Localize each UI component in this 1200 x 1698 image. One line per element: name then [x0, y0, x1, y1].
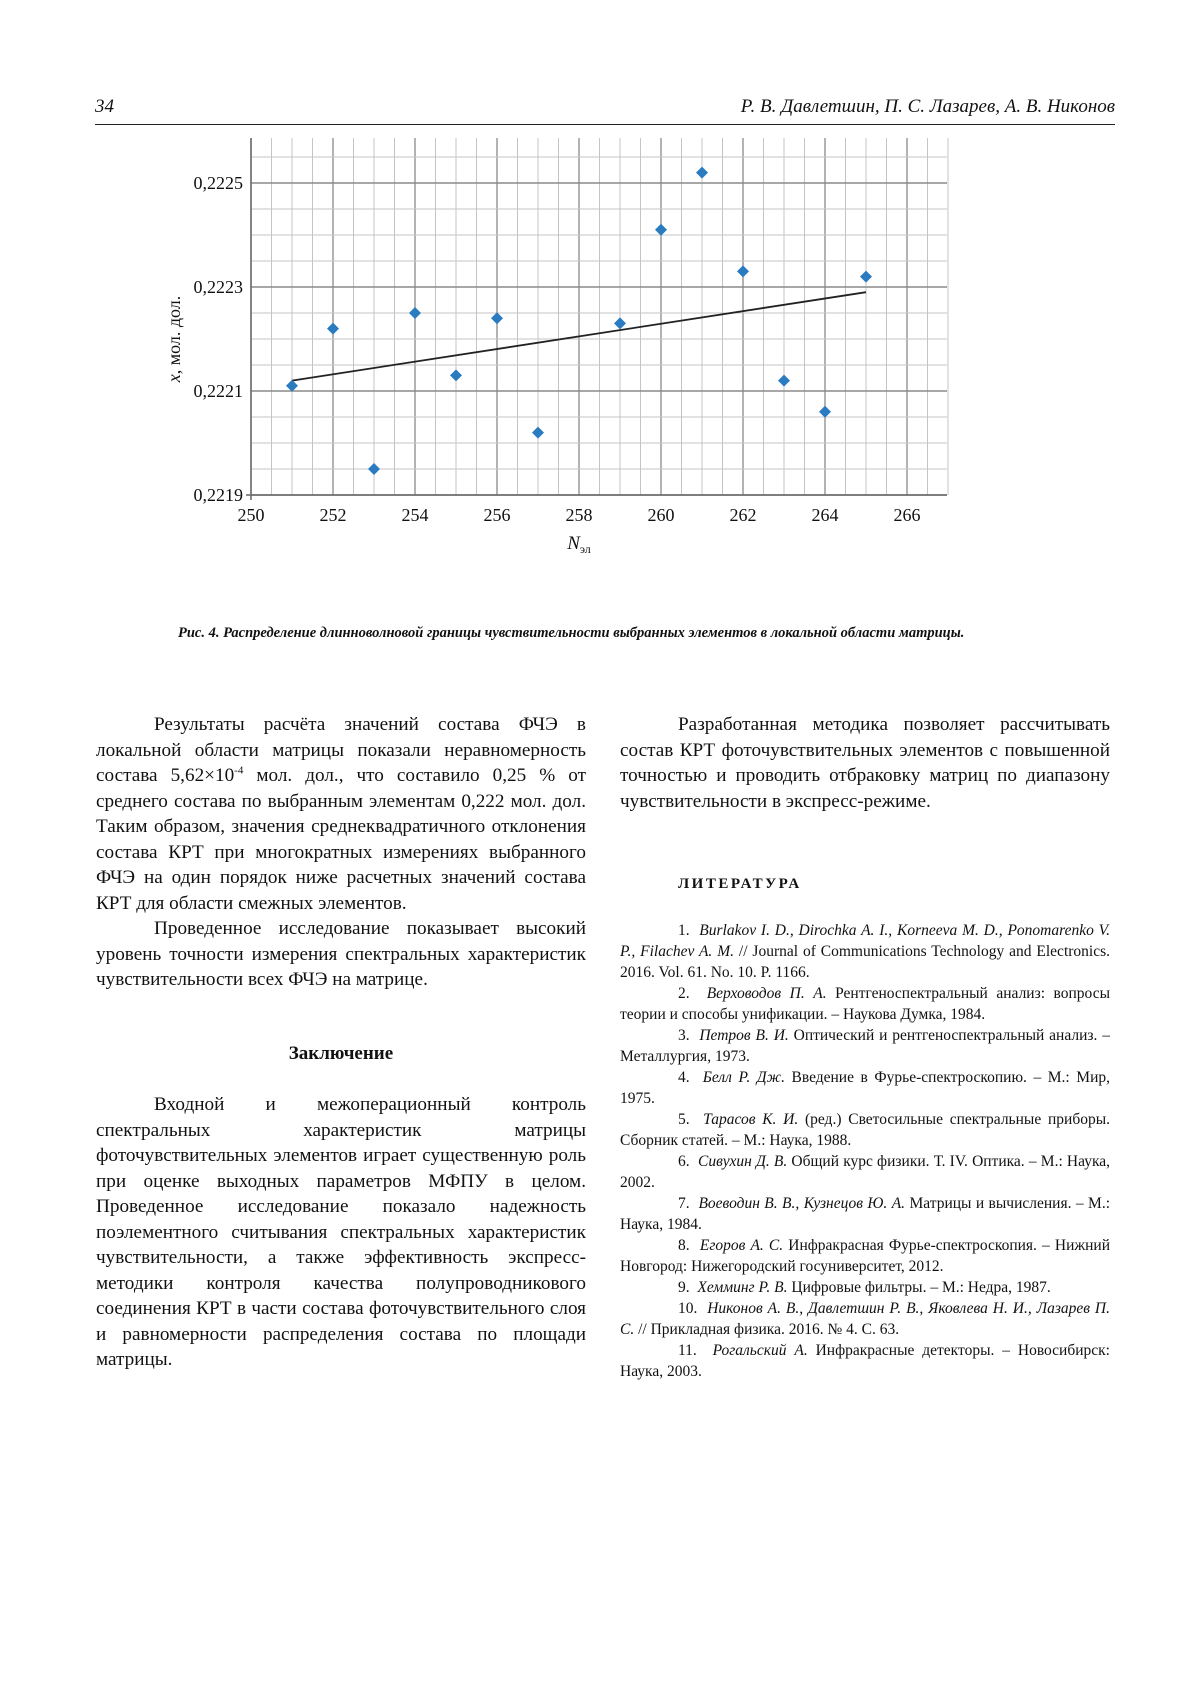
- section-title-conclusion: Заключение: [288, 1042, 394, 1064]
- page-number: 34: [95, 96, 114, 117]
- data-point-marker: [778, 375, 790, 387]
- x-tick-label: 260: [647, 505, 675, 525]
- data-point-marker: [655, 224, 667, 236]
- running-header-authors: Р. В. Давлетшин, П. С. Лазарев, А. В. Никонов: [740, 96, 1115, 117]
- references-list: [620, 920, 1110, 1382]
- y-axis-label: x, мол. дол.: [164, 295, 184, 383]
- x-tick-label: 254: [401, 505, 429, 525]
- data-point-marker: [737, 265, 749, 277]
- data-point-marker: [286, 380, 298, 392]
- x-tick-label: 252: [319, 505, 347, 525]
- reference-item: 3. Петров В. И. Оптический и рентгеноспектральный анализ. – Металлургия, 1973.: [620, 1026, 1111, 1065]
- data-point-marker: [450, 369, 462, 381]
- scatter-chart: [150, 138, 1050, 608]
- x-tick-label: 250: [237, 505, 265, 525]
- right-column: [620, 712, 1110, 1382]
- x-axis-label: $N_{эл}$: [567, 533, 591, 556]
- data-point-marker: [532, 427, 544, 439]
- figure-4: [150, 138, 1050, 608]
- data-point-marker: [491, 312, 503, 324]
- y-tick-label: 0,2225: [193, 173, 243, 193]
- data-point-marker: [614, 317, 626, 329]
- figure-caption: Рис. 4. Распределение длинноволновой границы чувствительности выбранных элементов в локальной области матрицы.: [178, 625, 965, 641]
- reference-item: 8. Егоров А. С. Инфракрасная Фурье-спектроскопия. – Нижний Новгород: Нижегородский госуниверситет, 2012.: [620, 1236, 1110, 1275]
- data-point-marker: [327, 323, 339, 335]
- reference-item: 1. Burlakov I. D., Dirochka A. I., Korneeva M. D., Ponomarenko V. P., Filachev A. M. // Journal of Communications Technology and Electronics. 2016. Vol. 61. No. 10. P. 1166.: [620, 921, 1111, 981]
- data-point-marker: [368, 463, 380, 475]
- reference-item: 9. Хемминг Р. В. Цифровые фильтры. – М.: Недра, 1987.: [678, 1278, 1051, 1296]
- paragraph-study: Проведенное исследование показывает высокий уровень точности измерения спектральных характеристик чувствительности всех ФЧЭ на матрице.: [96, 918, 586, 990]
- x-tick-label: 266: [893, 505, 921, 525]
- reference-item: 5. Тарасов К. И. (ред.) Светосильные спектральные приборы. Сборник статей. – М.: Наука, 1988.: [620, 1110, 1110, 1149]
- data-point-marker: [819, 406, 831, 418]
- y-tick-label: 0,2223: [193, 277, 243, 297]
- x-tick-label: 258: [565, 505, 593, 525]
- y-tick-label: 0,2221: [193, 381, 243, 401]
- paragraph-results: Результаты расчёта значений состава ФЧЭ в локальной области матрицы показали неравномерность состава $5,62\times 10^{-4}$ мол. дол., что составило 0,25 % от среднего состава по выбранным элементам 0,222 мол. дол. Таким образом, значения среднеквадратичного отклонения состава КРТ при многократных измерениях выбранного ФЧЭ на один порядок ниже расчетных значений состава КРТ для области смежных элементов.: [96, 714, 586, 914]
- references-title: ЛИТЕРАТУРА: [678, 876, 802, 892]
- reference-item: 4. Белл Р. Дж. Введение в Фурье-спектроскопию. – М.: Мир, 1975.: [620, 1068, 1110, 1107]
- left-column: [96, 712, 586, 1373]
- data-point-marker: [860, 271, 872, 283]
- paragraph-conclusion: Входной и межоперационный контроль спектральных характеристик матрицы фоточувствительных элементов играет существенную роль при оценке выходных параметров МФПУ в целом. Проведенное исследование показало надежность поэлементного считывания спектральных характеристик чувствительности, а также эффективность экспресс-методики контроля качества полупроводникового соединения КРТ в части состава фоточувствительного слоя и равномерности распределения состава по площади матрицы.: [96, 1094, 586, 1370]
- reference-item: 10. Никонов А. В., Давлетшин Р. В., Яковлева Н. И., Лазарев П. С. // Прикладная физика. 2016. № 4. С. 63.: [620, 1299, 1111, 1338]
- x-tick-label: 256: [483, 505, 511, 525]
- x-tick-label: 262: [729, 505, 757, 525]
- reference-item: 11. Рогальский А. Инфракрасные детекторы. – Новосибирск: Наука, 2003.: [620, 1341, 1110, 1380]
- reference-item: 6. Сивухин Д. В. Общий курс физики. Т. IV. Оптика. – М.: Наука, 2002.: [620, 1152, 1111, 1191]
- reference-item: 2. Верховодов П. А. Рентгеноспектральный анализ: вопросы теории и способы унификации. – Наукова Думка, 1984.: [620, 984, 1110, 1023]
- reference-item: 7. Воеводин В. В., Кузнецов Ю. А. Матрицы и вычисления. – М.: Наука, 1984.: [620, 1194, 1111, 1233]
- paragraph-method: Разработанная методика позволяет рассчитывать состав КРТ фоточувствительных элементов с повышенной точностью и проводить отбраковку матриц по диапазону чувствительности в экспресс-режиме.: [620, 714, 1110, 812]
- data-point-marker: [409, 307, 421, 319]
- data-point-marker: [696, 167, 708, 179]
- y-tick-label: 0,2219: [193, 485, 243, 505]
- running-header: [95, 90, 1115, 125]
- x-tick-label: 264: [811, 505, 839, 525]
